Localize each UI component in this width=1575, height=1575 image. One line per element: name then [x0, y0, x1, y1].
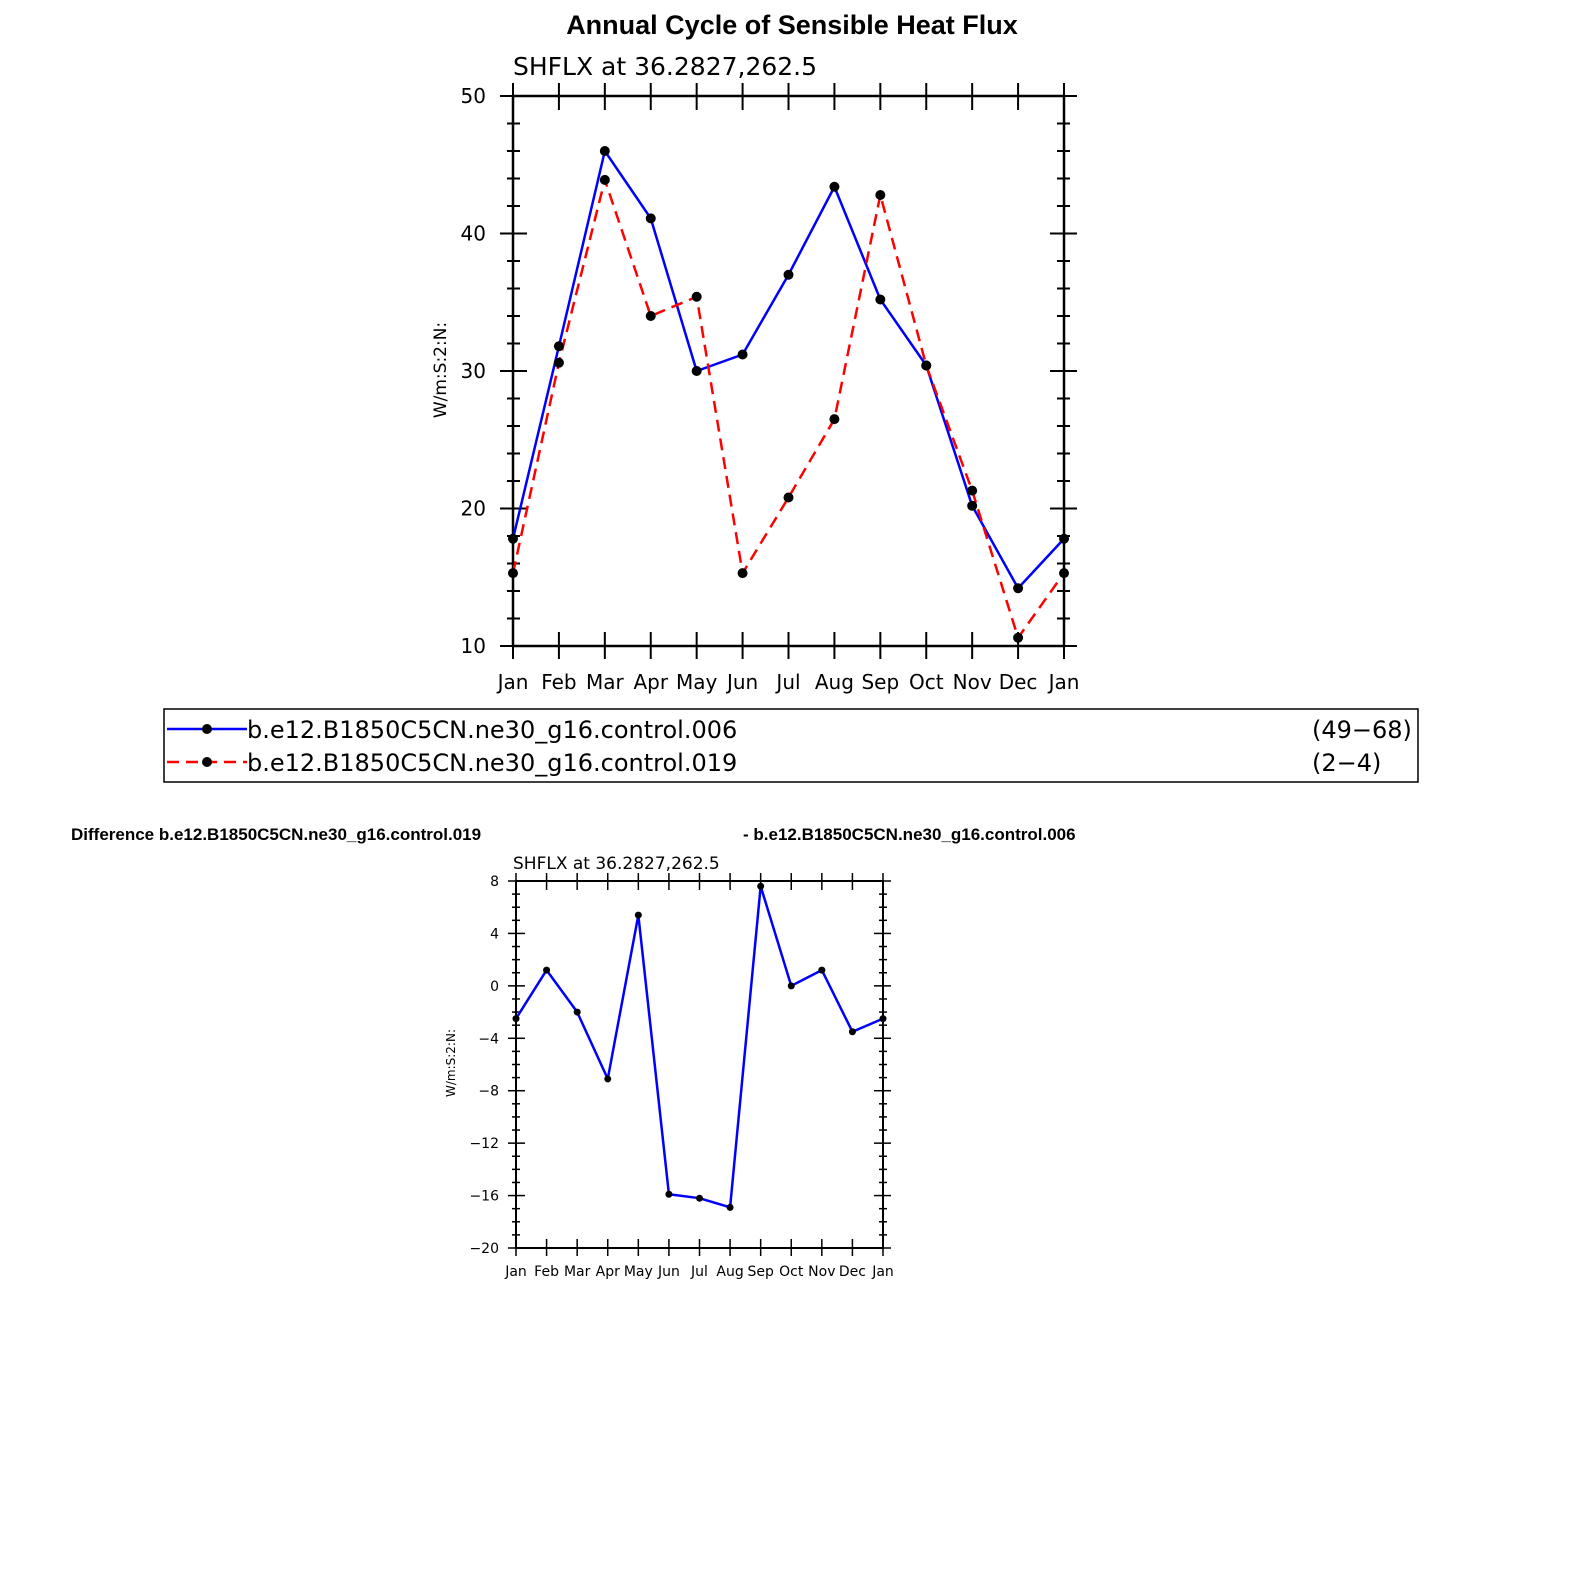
- difference-series-layer: [513, 883, 887, 1211]
- x-tick-label: Jan: [505, 1264, 527, 1280]
- series-2-point: [1059, 568, 1069, 578]
- x-tick-label: Jun: [657, 1264, 680, 1280]
- x-tick-label: Sep: [861, 670, 900, 694]
- x-tick-label: Apr: [595, 1264, 620, 1280]
- difference-subtitle: SHFLX at 36.2827,262.5: [513, 854, 720, 874]
- series-1-point: [738, 350, 748, 360]
- difference-y-axis-label: W/m:S:2:N:: [444, 1029, 458, 1097]
- x-tick-label: Nov: [808, 1264, 836, 1280]
- y-tick-label: 0: [490, 978, 499, 995]
- y-tick-label: −12: [469, 1136, 499, 1153]
- y-tick-label: 8: [490, 874, 499, 890]
- series-2-point: [692, 292, 702, 302]
- x-tick-label: Oct: [908, 670, 944, 694]
- x-tick-label: Jun: [726, 670, 759, 694]
- axes: [500, 83, 1077, 659]
- series-1-point: [508, 534, 518, 544]
- x-tick-label: Mar: [563, 1264, 591, 1280]
- difference-title-left: Difference b.e12.B1850C5CN.ne30_g16.control.019: [71, 825, 482, 844]
- series-1-point: [646, 213, 656, 223]
- x-tick-label: Jan: [1048, 670, 1080, 694]
- series-2-point: [1013, 633, 1023, 643]
- x-tick-label: Jan: [497, 670, 529, 694]
- series-2-point: [967, 486, 977, 496]
- series-1-point: [880, 1015, 887, 1022]
- series-1-point: [967, 501, 977, 511]
- series-1-point: [513, 1015, 520, 1022]
- y-tick-label: −4: [478, 1031, 499, 1048]
- series-1-point: [818, 967, 825, 974]
- x-tick-label: Apr: [633, 670, 669, 694]
- y-axis-label: W/m:S:2:N:: [431, 321, 451, 419]
- y-tick-label: 30: [460, 359, 486, 383]
- y-tick-label: 20: [460, 496, 486, 521]
- y-tick-label: −20: [469, 1241, 499, 1257]
- chart-subtitle: SHFLX at 36.2827,262.5: [513, 52, 818, 81]
- x-tick-label: Oct: [779, 1264, 804, 1280]
- series-1-point: [635, 912, 642, 919]
- series-1-point: [784, 270, 794, 280]
- y-tick-label: −16: [469, 1188, 499, 1205]
- y-tick-label: 10: [460, 634, 486, 658]
- series-2-point: [646, 311, 656, 321]
- series-1-point: [727, 1204, 734, 1211]
- chart-title: Annual Cycle of Sensible Heat Flux: [566, 10, 1018, 40]
- legend-label-series-1: b.e12.B1850C5CN.ne30_g16.control.006: [247, 716, 738, 744]
- x-tick-label: Mar: [585, 670, 624, 694]
- series-1-point: [1059, 534, 1069, 544]
- x-tick-label: Feb: [541, 670, 577, 694]
- series-2-point: [554, 358, 564, 368]
- series-line-2: [513, 180, 1064, 638]
- legend-years-series-1: (49−68): [1312, 716, 1412, 744]
- x-tick-label: Feb: [534, 1264, 559, 1280]
- legend-marker-series-1: [202, 724, 212, 734]
- x-tick-label: Dec: [998, 670, 1038, 694]
- plot-frame: [516, 881, 883, 1248]
- series-1-point: [574, 1009, 581, 1016]
- x-tick-label: Dec: [838, 1264, 866, 1280]
- legend-years-series-2: (2−4): [1312, 749, 1382, 777]
- y-tick-label: 40: [460, 221, 486, 246]
- legend-label-series-2: b.e12.B1850C5CN.ne30_g16.control.019: [247, 749, 738, 777]
- series-1-point: [757, 883, 764, 890]
- annual-cycle-chart: [431, 10, 1079, 694]
- series-1-point: [692, 366, 702, 376]
- series-2-point: [875, 190, 885, 200]
- series-1-point: [696, 1195, 703, 1202]
- series-1-point: [875, 295, 885, 305]
- difference-title-right: - b.e12.B1850C5CN.ne30_g16.control.006: [743, 825, 1076, 844]
- series-2-point: [784, 493, 794, 503]
- series-1-point: [788, 982, 795, 989]
- x-tick-label: Sep: [747, 1264, 774, 1280]
- series-1-point: [849, 1028, 856, 1035]
- plot-frame: [513, 96, 1064, 646]
- series-1-point: [554, 341, 564, 351]
- difference-tick-labels: [469, 874, 893, 1280]
- x-tick-label: Jan: [872, 1264, 894, 1280]
- difference-chart: [71, 825, 1076, 1280]
- x-tick-label: Aug: [814, 670, 854, 694]
- legend-marker-series-2: [202, 757, 212, 767]
- series-2-point: [829, 414, 839, 424]
- series-2-point: [921, 361, 931, 371]
- series-1-point: [543, 967, 550, 974]
- series-2-point: [738, 568, 748, 578]
- x-tick-label: Jul: [691, 1264, 708, 1280]
- y-tick-label: −8: [478, 1083, 499, 1100]
- y-tick-label: 4: [490, 926, 499, 943]
- series-1-point: [829, 182, 839, 192]
- x-tick-label: Aug: [716, 1264, 744, 1280]
- x-tick-label: Jul: [776, 670, 801, 694]
- series-2-point: [508, 568, 518, 578]
- series-layer: [508, 146, 1069, 643]
- tick-labels: [461, 84, 1080, 694]
- series-2-point: [600, 175, 610, 185]
- x-tick-label: May: [675, 670, 718, 694]
- series-1-point: [600, 146, 610, 156]
- x-tick-label: Nov: [952, 670, 992, 694]
- legend: [164, 709, 1418, 782]
- series-1-point: [665, 1191, 672, 1198]
- series-line-1: [516, 886, 883, 1207]
- series-1-point: [1013, 583, 1023, 593]
- y-tick-label: 50: [460, 84, 486, 108]
- x-tick-label: May: [623, 1264, 653, 1280]
- series-1-point: [604, 1075, 611, 1082]
